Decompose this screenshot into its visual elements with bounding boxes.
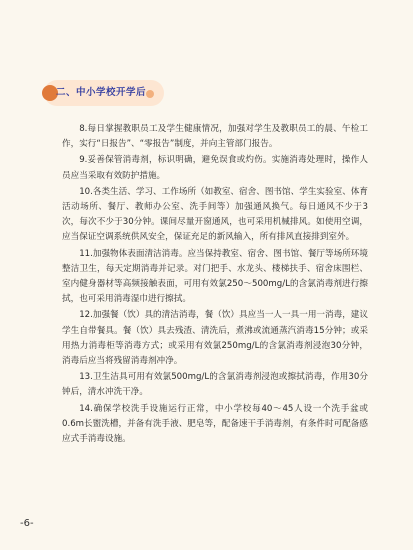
section-header <box>44 80 164 106</box>
section-title: 二、中小学校开学后 <box>56 87 147 98</box>
paragraph-13: 13.卫生洁具可用有效氯500mg/L的含氯消毒剂浸泡或擦拭消毒，作用30分钟后，清水冲洗干净。 <box>62 372 368 398</box>
paragraph-12: 12.加强餐（饮）具的清洁消毒，餐（饮）具应当一人一具一用一消毒，建议学生自带餐具。餐（饮）具去残渣、清洗后，煮沸或流通蒸汽消毒15分钟；或采用热力消毒柜等消毒方式；或采用有效氯250mg/L的含氯消毒剂浸泡30分钟，消毒后应当将残留消毒剂冲净。 <box>62 310 368 367</box>
paragraph-8: 8.每日掌握教职员工及学生健康情况，加强对学生及教职员工的晨、午检工作，实行“日报告”、“零报告”制度，并向主管部门报告。 <box>62 124 368 150</box>
paragraph-11: 11.加强物体表面清洁消毒。应当保持教室、宿舍、图书馆、餐厅等场所环境整洁卫生，每天定期消毒并记录。对门把手、水龙头、楼梯扶手、宿舍床围栏、室内健身器材等高频接触表面，可用有效氯250～500mg/L的含氯消毒剂进行擦拭，也可采用消毒湿巾进行擦拭。 <box>62 248 368 305</box>
paragraph-14: 14.确保学校洗手设施运行正常，中小学校每40～45人设一个洗手盆或0.6m长盥洗槽，并备有洗手液、肥皂等，配备速干手消毒剂，有条件时可配备感应式手消毒设施。 <box>62 403 368 445</box>
paragraph-10: 10.各类生活、学习、工作场所（如教室、宿舍、图书馆、学生实验室、体育活动场所、餐厅、教师办公室、洗手间等）加强通风换气。每日通风不少于3次，每次不少于30分钟。课间尽量开窗通风，也可采用机械排风。如使用空调，应当保证空调系统供风安全，保证充足的新风输入，所有排风直接排到室外。 <box>62 186 368 243</box>
decorative-dot-icon <box>146 90 154 98</box>
page-number: -6- <box>20 518 34 529</box>
paragraph-9: 9.妥善保管消毒剂，标识明确，避免误食或灼伤。实施消毒处理时，操作人员应当采取有效防护措施。 <box>62 155 368 181</box>
body-text <box>62 122 368 448</box>
